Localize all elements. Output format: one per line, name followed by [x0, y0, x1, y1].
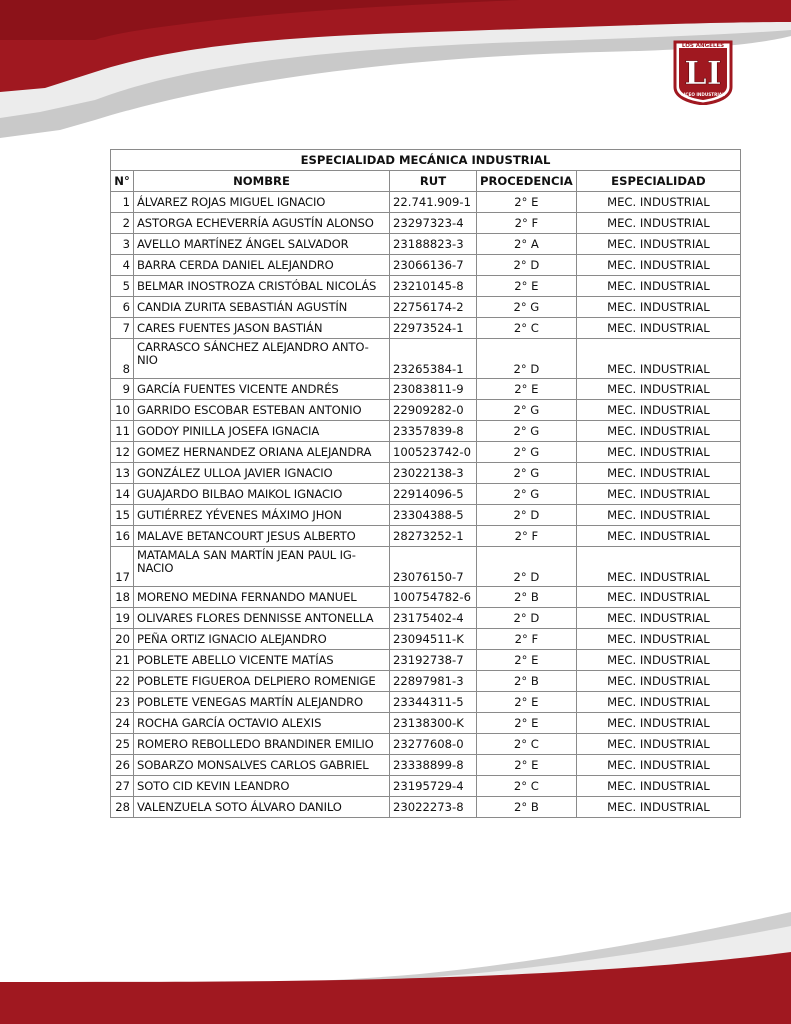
- cell-number: 15: [111, 505, 134, 526]
- cell-name: MATAMALA SAN MARTÍN JEAN PAUL IG-NACIO: [134, 547, 390, 587]
- cell-especialidad: MEC. INDUSTRIAL: [576, 213, 740, 234]
- cell-name: POBLETE VENEGAS MARTÍN ALEJANDRO: [134, 692, 390, 713]
- cell-procedencia: 2° G: [477, 421, 577, 442]
- cell-name: GOMEZ HERNANDEZ ORIANA ALEJANDRA: [134, 442, 390, 463]
- cell-name: GARCÍA FUENTES VICENTE ANDRÉS: [134, 379, 390, 400]
- cell-rut: 23265384-1: [390, 339, 477, 379]
- cell-rut: 22973524-1: [390, 318, 477, 339]
- cell-rut: 23304388-5: [390, 505, 477, 526]
- cell-number: 9: [111, 379, 134, 400]
- cell-number: 8: [111, 339, 134, 379]
- table-row: [111, 339, 741, 379]
- cell-especialidad: MEC. INDUSTRIAL: [576, 734, 740, 755]
- cell-especialidad: MEC. INDUSTRIAL: [576, 587, 740, 608]
- cell-name: OLIVARES FLORES DENNISSE ANTONELLA: [134, 608, 390, 629]
- cell-especialidad: MEC. INDUSTRIAL: [576, 463, 740, 484]
- cell-procedencia: 2° B: [477, 587, 577, 608]
- cell-procedencia: 2° D: [477, 547, 577, 587]
- cell-procedencia: 2° E: [477, 713, 577, 734]
- cell-number: 22: [111, 671, 134, 692]
- table-row: [111, 734, 741, 755]
- cell-name: BELMAR INOSTROZA CRISTÓBAL NICOLÁS: [134, 276, 390, 297]
- cell-procedencia: 2° B: [477, 671, 577, 692]
- cell-number: 13: [111, 463, 134, 484]
- cell-especialidad: MEC. INDUSTRIAL: [576, 255, 740, 276]
- logo-top-text: LOS ANGELES: [681, 43, 725, 49]
- cell-especialidad: MEC. INDUSTRIAL: [576, 526, 740, 547]
- cell-procedencia: 2° F: [477, 213, 577, 234]
- table-row: [111, 505, 741, 526]
- table-row: [111, 192, 741, 213]
- table-row: [111, 255, 741, 276]
- cell-number: 20: [111, 629, 134, 650]
- cell-number: 1: [111, 192, 134, 213]
- cell-name: SOTO CID KEVIN LEANDRO: [134, 776, 390, 797]
- cell-number: 19: [111, 608, 134, 629]
- table-row: [111, 463, 741, 484]
- cell-procedencia: 2° A: [477, 234, 577, 255]
- cell-number: 7: [111, 318, 134, 339]
- cell-rut: 23022138-3: [390, 463, 477, 484]
- col-header-rut: RUT: [390, 171, 477, 192]
- table-row: [111, 297, 741, 318]
- cell-number: 24: [111, 713, 134, 734]
- cell-name: ROMERO REBOLLEDO BRANDINER EMILIO: [134, 734, 390, 755]
- cell-especialidad: MEC. INDUSTRIAL: [576, 276, 740, 297]
- cell-number: 10: [111, 400, 134, 421]
- cell-name: GONZÁLEZ ULLOA JAVIER IGNACIO: [134, 463, 390, 484]
- cell-name: ASTORGA ECHEVERRÍA AGUSTÍN ALONSO: [134, 213, 390, 234]
- table-row: [111, 526, 741, 547]
- table-row: [111, 484, 741, 505]
- table-row: [111, 671, 741, 692]
- cell-rut: 23083811-9: [390, 379, 477, 400]
- cell-rut: 23344311-5: [390, 692, 477, 713]
- cell-number: 27: [111, 776, 134, 797]
- cell-rut: 23195729-4: [390, 776, 477, 797]
- logo-bottom-text: LICEO INDUSTRIAL: [681, 92, 725, 97]
- cell-number: 23: [111, 692, 134, 713]
- cell-number: 6: [111, 297, 134, 318]
- cell-name: BARRA CERDA DANIEL ALEJANDRO: [134, 255, 390, 276]
- table-row: [111, 213, 741, 234]
- cell-procedencia: 2° C: [477, 734, 577, 755]
- col-header-n: N°: [111, 171, 134, 192]
- cell-name: AVELLO MARTÍNEZ ÁNGEL SALVADOR: [134, 234, 390, 255]
- cell-especialidad: MEC. INDUSTRIAL: [576, 400, 740, 421]
- table-row: [111, 797, 741, 818]
- cell-name: ROCHA GARCÍA OCTAVIO ALEXIS: [134, 713, 390, 734]
- cell-procedencia: 2° D: [477, 255, 577, 276]
- cell-number: 5: [111, 276, 134, 297]
- cell-especialidad: MEC. INDUSTRIAL: [576, 234, 740, 255]
- cell-especialidad: MEC. INDUSTRIAL: [576, 713, 740, 734]
- cell-name: PEÑA ORTIZ IGNACIO ALEJANDRO: [134, 629, 390, 650]
- cell-rut: 23338899-8: [390, 755, 477, 776]
- cell-rut: 23297323-4: [390, 213, 477, 234]
- cell-number: 18: [111, 587, 134, 608]
- cell-rut: 23277608-0: [390, 734, 477, 755]
- cell-especialidad: MEC. INDUSTRIAL: [576, 692, 740, 713]
- cell-rut: 22914096-5: [390, 484, 477, 505]
- cell-rut: 22756174-2: [390, 297, 477, 318]
- cell-number: 14: [111, 484, 134, 505]
- cell-rut: 23210145-8: [390, 276, 477, 297]
- cell-especialidad: MEC. INDUSTRIAL: [576, 797, 740, 818]
- cell-rut: 23022273-8: [390, 797, 477, 818]
- table-row: [111, 629, 741, 650]
- cell-procedencia: 2° D: [477, 339, 577, 379]
- cell-procedencia: 2° E: [477, 650, 577, 671]
- cell-especialidad: MEC. INDUSTRIAL: [576, 421, 740, 442]
- cell-number: 12: [111, 442, 134, 463]
- cell-number: 25: [111, 734, 134, 755]
- cell-especialidad: MEC. INDUSTRIAL: [576, 379, 740, 400]
- col-header-especialidad: ESPECIALIDAD: [576, 171, 740, 192]
- cell-especialidad: MEC. INDUSTRIAL: [576, 629, 740, 650]
- cell-procedencia: 2° E: [477, 192, 577, 213]
- cell-especialidad: MEC. INDUSTRIAL: [576, 547, 740, 587]
- cell-name: POBLETE ABELLO VICENTE MATÍAS: [134, 650, 390, 671]
- cell-especialidad: MEC. INDUSTRIAL: [576, 505, 740, 526]
- cell-name: CANDIA ZURITA SEBASTIÁN AGUSTÍN: [134, 297, 390, 318]
- cell-procedencia: 2° E: [477, 692, 577, 713]
- cell-number: 17: [111, 547, 134, 587]
- table-row: [111, 776, 741, 797]
- cell-rut: 23175402-4: [390, 608, 477, 629]
- cell-name: GUTIÉRREZ YÉVENES MÁXIMO JHON: [134, 505, 390, 526]
- table-row: [111, 650, 741, 671]
- table-row: [111, 587, 741, 608]
- table-row: [111, 608, 741, 629]
- cell-procedencia: 2° F: [477, 526, 577, 547]
- cell-name: VALENZUELA SOTO ÁLVARO DANILO: [134, 797, 390, 818]
- cell-rut: 23076150-7: [390, 547, 477, 587]
- cell-especialidad: MEC. INDUSTRIAL: [576, 192, 740, 213]
- cell-especialidad: MEC. INDUSTRIAL: [576, 650, 740, 671]
- cell-procedencia: 2° G: [477, 297, 577, 318]
- cell-rut: 23192738-7: [390, 650, 477, 671]
- table-row: [111, 547, 741, 587]
- cell-especialidad: MEC. INDUSTRIAL: [576, 755, 740, 776]
- cell-procedencia: 2° E: [477, 276, 577, 297]
- table-row: [111, 379, 741, 400]
- table-row: [111, 692, 741, 713]
- cell-number: 4: [111, 255, 134, 276]
- cell-name: GUAJARDO BILBAO MAIKOL IGNACIO: [134, 484, 390, 505]
- cell-rut: 22.741.909-1: [390, 192, 477, 213]
- cell-procedencia: 2° F: [477, 629, 577, 650]
- cell-procedencia: 2° G: [477, 442, 577, 463]
- col-header-nombre: NOMBRE: [134, 171, 390, 192]
- cell-procedencia: 2° C: [477, 318, 577, 339]
- cell-name: ÁLVAREZ ROJAS MIGUEL IGNACIO: [134, 192, 390, 213]
- cell-procedencia: 2° G: [477, 484, 577, 505]
- cell-name: POBLETE FIGUEROA DELPIERO ROMENIGE: [134, 671, 390, 692]
- col-header-procedencia: PROCEDENCIA: [477, 171, 577, 192]
- table-row: [111, 400, 741, 421]
- cell-number: 26: [111, 755, 134, 776]
- table-row: [111, 276, 741, 297]
- cell-procedencia: 2° G: [477, 400, 577, 421]
- table-row: [111, 318, 741, 339]
- cell-number: 11: [111, 421, 134, 442]
- cell-rut: 28273252-1: [390, 526, 477, 547]
- cell-name: CARES FUENTES JASON BASTIÁN: [134, 318, 390, 339]
- cell-procedencia: 2° E: [477, 755, 577, 776]
- cell-rut: 23094511-K: [390, 629, 477, 650]
- cell-procedencia: 2° E: [477, 379, 577, 400]
- table-row: [111, 442, 741, 463]
- logo-initials: LI: [684, 54, 722, 92]
- cell-name: CARRASCO SÁNCHEZ ALEJANDRO ANTO-NIO: [134, 339, 390, 379]
- cell-rut: 23188823-3: [390, 234, 477, 255]
- cell-number: 21: [111, 650, 134, 671]
- cell-name: GARRIDO ESCOBAR ESTEBAN ANTONIO: [134, 400, 390, 421]
- table-row: [111, 421, 741, 442]
- cell-name: GODOY PINILLA JOSEFA IGNACIA: [134, 421, 390, 442]
- school-logo: [672, 39, 734, 105]
- cell-rut: 23357839-8: [390, 421, 477, 442]
- cell-especialidad: MEC. INDUSTRIAL: [576, 442, 740, 463]
- cell-especialidad: MEC. INDUSTRIAL: [576, 297, 740, 318]
- cell-procedencia: 2° C: [477, 776, 577, 797]
- table-row: [111, 713, 741, 734]
- cell-rut: 22897981-3: [390, 671, 477, 692]
- cell-name: SOBARZO MONSALVES CARLOS GABRIEL: [134, 755, 390, 776]
- students-table: [110, 149, 741, 818]
- cell-name: MORENO MEDINA FERNANDO MANUEL: [134, 587, 390, 608]
- cell-number: 2: [111, 213, 134, 234]
- table-title: ESPECIALIDAD MECÁNICA INDUSTRIAL: [111, 150, 741, 171]
- cell-procedencia: 2° B: [477, 797, 577, 818]
- footer-decoration: [0, 912, 791, 1024]
- table-row: [111, 755, 741, 776]
- cell-number: 3: [111, 234, 134, 255]
- cell-especialidad: MEC. INDUSTRIAL: [576, 671, 740, 692]
- cell-rut: 100754782-6: [390, 587, 477, 608]
- cell-number: 28: [111, 797, 134, 818]
- cell-rut: 22909282-0: [390, 400, 477, 421]
- cell-especialidad: MEC. INDUSTRIAL: [576, 318, 740, 339]
- table-row: [111, 234, 741, 255]
- cell-especialidad: MEC. INDUSTRIAL: [576, 608, 740, 629]
- cell-procedencia: 2° G: [477, 463, 577, 484]
- cell-rut: 23138300-K: [390, 713, 477, 734]
- cell-name: MALAVE BETANCOURT JESUS ALBERTO: [134, 526, 390, 547]
- cell-rut: 100523742-0: [390, 442, 477, 463]
- cell-rut: 23066136-7: [390, 255, 477, 276]
- cell-especialidad: MEC. INDUSTRIAL: [576, 484, 740, 505]
- cell-number: 16: [111, 526, 134, 547]
- cell-procedencia: 2° D: [477, 608, 577, 629]
- cell-especialidad: MEC. INDUSTRIAL: [576, 339, 740, 379]
- cell-procedencia: 2° D: [477, 505, 577, 526]
- cell-especialidad: MEC. INDUSTRIAL: [576, 776, 740, 797]
